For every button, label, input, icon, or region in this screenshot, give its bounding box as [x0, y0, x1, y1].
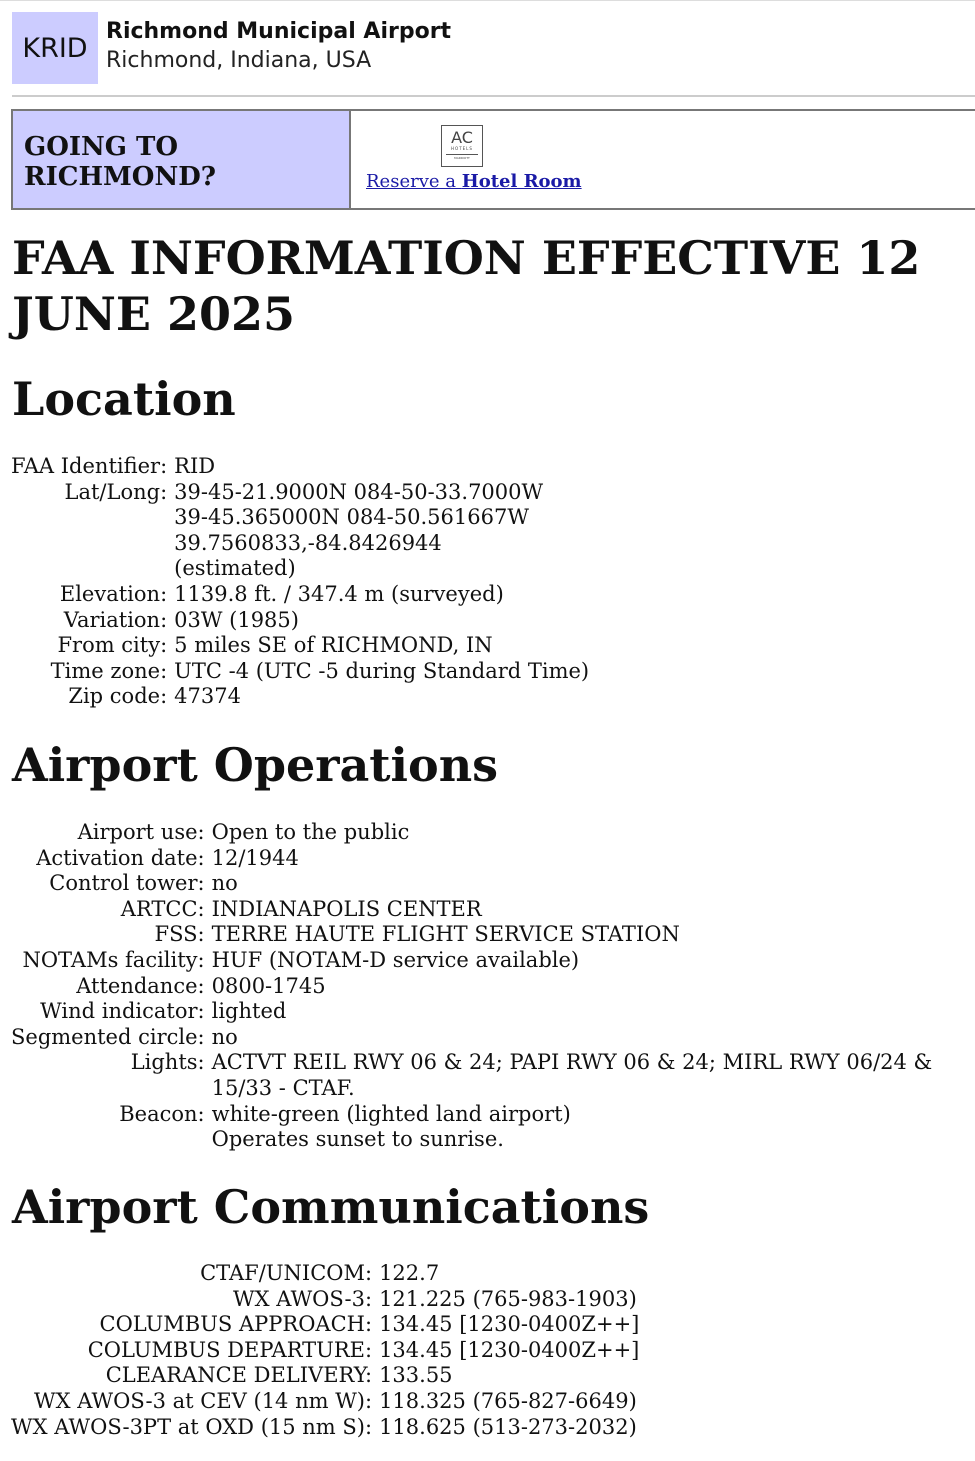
field-value: lighted — [211, 999, 287, 1024]
field-label: FAA Identifier: — [11, 454, 168, 478]
field-label: COLUMBUS APPROACH: — [99, 1312, 373, 1337]
hotel-logo-text: AC — [451, 128, 473, 147]
field-label: CTAF/UNICOM: — [200, 1261, 373, 1285]
operations-table — [11, 820, 975, 1153]
field-value: 133.55 — [379, 1363, 453, 1388]
table-row — [11, 897, 975, 923]
table-row — [11, 608, 589, 634]
field-value-line: 39.7560833,-84.8426944 — [174, 530, 442, 555]
location-table — [11, 454, 589, 710]
field-value — [212, 1102, 975, 1153]
field-value-line: 39-45-21.9000N 084-50-33.7000W — [174, 479, 544, 504]
field-label: Variation: — [63, 607, 168, 632]
table-row — [11, 1287, 639, 1313]
table-row — [11, 1312, 639, 1338]
table-row — [11, 454, 589, 480]
table-row — [11, 582, 589, 608]
field-value: UTC -4 (UTC -5 during Standard Time) — [174, 658, 590, 683]
operations-heading: Airport Operations — [12, 738, 499, 792]
hotel-logo-icon[interactable] — [441, 125, 483, 167]
airport-header — [12, 12, 975, 84]
table-row — [11, 1025, 975, 1051]
table-row — [11, 999, 975, 1025]
table-row — [11, 1102, 975, 1153]
table-row — [11, 922, 975, 948]
communications-heading: Airport Communications — [12, 1180, 650, 1234]
communications-table — [11, 1261, 639, 1440]
field-label: WX AWOS-3: — [233, 1286, 373, 1311]
field-value: 134.45 [1230-0400Z++] — [379, 1312, 640, 1337]
table-row — [11, 1050, 975, 1101]
field-label: Airport use: — [77, 820, 205, 844]
field-value: RID — [174, 454, 216, 478]
field-value: 03W (1985) — [174, 607, 299, 632]
field-label: Wind indicator: — [40, 999, 205, 1024]
field-value: 1139.8 ft. / 347.4 m (surveyed) — [174, 581, 504, 606]
field-value: 5 miles SE of RICHMOND, IN — [174, 633, 493, 658]
field-label: NOTAMs facility: — [22, 947, 205, 972]
promo-title-cell — [13, 111, 351, 208]
table-row — [11, 1363, 639, 1389]
field-label: WX AWOS-3 at CEV (14 nm W): — [34, 1388, 373, 1413]
field-value-line: Operates sunset to sunrise. — [211, 1127, 504, 1152]
field-label: Beacon: — [119, 1101, 205, 1126]
field-value: 12/1944 — [211, 845, 299, 870]
hotel-logo-sub: HOTELS — [451, 146, 473, 151]
field-value: ACTVT REIL RWY 06 & 24; PAPI RWY 06 & 24; MIRL RWY 06/24 & 15/33 - CTAF. — [211, 1050, 933, 1100]
field-value: 122.7 — [379, 1261, 440, 1285]
field-label: Elevation: — [59, 581, 168, 606]
field-label: FSS: — [154, 922, 205, 947]
table-row — [11, 659, 589, 685]
field-value: no — [211, 871, 238, 896]
table-row — [11, 871, 975, 897]
field-value-line: white-green (lighted land airport) — [211, 1101, 571, 1126]
field-label: Control tower: — [49, 871, 205, 896]
field-value: TERRE HAUTE FLIGHT SERVICE STATION — [211, 922, 680, 947]
top-divider — [0, 0, 975, 1]
field-label: From city: — [57, 633, 168, 658]
promo-title: GOING TO RICHMOND? — [24, 132, 217, 192]
field-value: INDIANAPOLIS CENTER — [211, 896, 482, 921]
field-label: WX AWOS-3PT at OXD (15 nm S): — [11, 1414, 373, 1439]
field-label: Attendance: — [76, 973, 205, 998]
table-row — [11, 633, 589, 659]
field-label: Time zone: — [50, 658, 168, 683]
field-value: 134.45 [1230-0400Z++] — [379, 1337, 640, 1362]
table-row — [11, 948, 975, 974]
hotel-logo-brand: MARRIOTT — [446, 154, 478, 161]
field-value: 121.225 (765-983-1903) — [379, 1286, 637, 1311]
field-value: HUF (NOTAM-D service available) — [211, 947, 580, 972]
location-heading: Location — [12, 372, 236, 426]
table-row — [11, 684, 589, 710]
table-row — [11, 846, 975, 872]
header-divider — [12, 95, 975, 97]
field-value-line: 39-45.365000N 084-50.561667W — [174, 505, 529, 530]
table-row — [11, 974, 975, 1000]
field-label: COLUMBUS DEPARTURE: — [87, 1337, 373, 1362]
hotel-promo-banner — [11, 109, 975, 210]
table-row — [11, 480, 589, 582]
page-title: FAA INFORMATION EFFECTIVE 12 JUNE 2025 — [12, 231, 921, 341]
table-row — [11, 1338, 639, 1364]
field-value: 118.325 (765-827-6649) — [379, 1388, 637, 1413]
field-value: 47374 — [174, 684, 241, 709]
field-label: Lights: — [130, 1050, 205, 1075]
field-label: ARTCC: — [120, 896, 205, 921]
table-row — [11, 1415, 639, 1441]
table-row — [11, 820, 975, 846]
field-label: Activation date: — [36, 845, 205, 870]
field-label: Segmented circle: — [11, 1024, 205, 1049]
field-value — [174, 480, 589, 582]
field-value: no — [211, 1024, 238, 1049]
airport-code: KRID — [12, 12, 98, 84]
field-label: Zip code: — [68, 684, 168, 709]
field-value-line: (estimated) — [174, 556, 296, 581]
field-value: 0800-1745 — [211, 973, 326, 998]
reserve-hotel-link[interactable]: Reserve a Hotel Room — [366, 171, 582, 192]
table-row — [11, 1261, 639, 1287]
field-value: Open to the public — [211, 820, 410, 844]
field-label: Lat/Long: — [64, 479, 168, 504]
field-value: 118.625 (513-273-2032) — [379, 1414, 637, 1439]
field-label: CLEARANCE DELIVERY: — [105, 1363, 373, 1388]
table-row — [11, 1389, 639, 1415]
airport-city: Richmond, Indiana, USA — [106, 48, 372, 73]
airport-name: Richmond Municipal Airport — [106, 19, 452, 44]
